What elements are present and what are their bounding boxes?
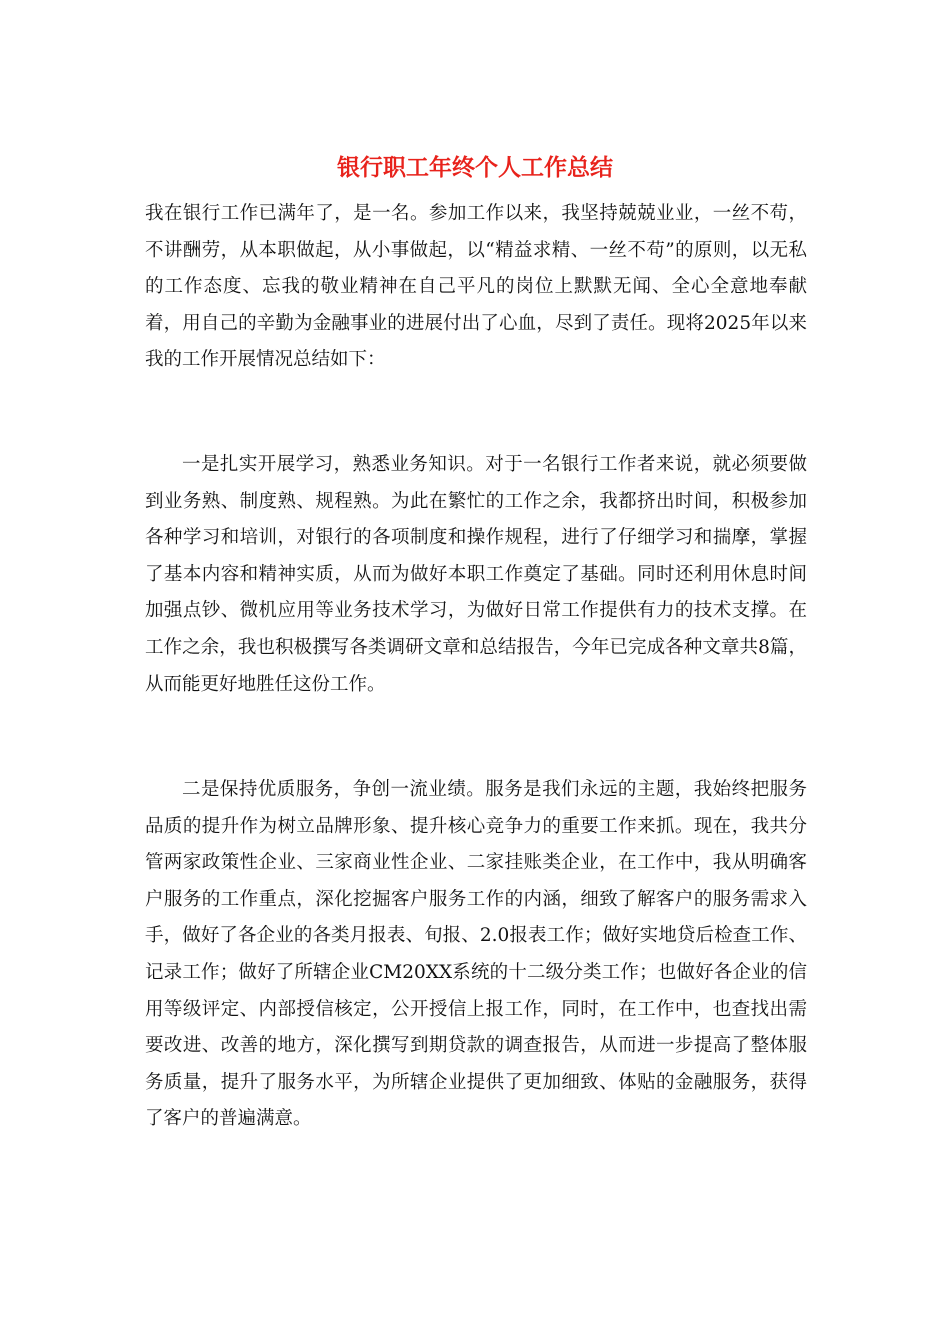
paragraph-service: 二是保持优质服务，争创一流业绩。服务是我们永远的主题，我始终把服务品质的提升作为树立品牌形象、提升核心竞争力的重要工作来抓。现在，我共分管两家政策性企业、三家商业性企业、二家挂账类企业，在工作中，我从明确客户服务的工作重点，深化挖掘客户服务工作的内涵，细致了解客户的服务需求入手，做好了各企业的各类月报表、旬报、2.0报表工作；做好实地贷后检查工作、记录工作；做好了所辖企业CM20XX系统的十二级分类工作；也做好各企业的信用等级评定、内部授信核定，公开授信上报工作，同时，在工作中，也查找出需要改进、改善的地方，深化撰写到期贷款的调查报告，从而进一步提高了整体服务质量，提升了服务水平，为所辖企业提供了更加细致、体贴的金融服务，获得了客户的普遍满意。	[145, 779, 807, 1130]
paragraph-study: 一是扎实开展学习，熟悉业务知识。对于一名银行工作者来说，就必须要做到业务熟、制度熟、规程熟。为此在繁忙的工作之余，我都挤出时间，积极参加各种学习和培训，对银行的各项制度和操作规程，进行了仔细学习和揣摩，掌握了基本内容和精神实质，从而为做好本职工作奠定了基础。同时还利用休息时间加强点钞、微机应用等业务技术学习，为做好日常工作提供有力的技术支撑。在工作之余，我也积极撰写各类调研文章和总结报告，今年已完成各种文章共8篇，从而能更好地胜任这份工作。	[145, 454, 807, 695]
paragraph-intro: 我在银行工作已满年了，是一名。参加工作以来，我坚持兢兢业业，一丝不苟，不讲酬劳，从本职做起，从小事做起，以“精益求精、一丝不苟”的原则，以无私的工作态度、忘我的敬业精神在自己平凡的岗位上默默无闻、全心全意地奉献着，用自己的辛勤为金融事业的进展付出了心血，尽到了责任。现将2025年以来我的工作开展情况总结如下：	[145, 203, 807, 371]
document-title: 银行职工年终个人工作总结	[337, 154, 613, 181]
